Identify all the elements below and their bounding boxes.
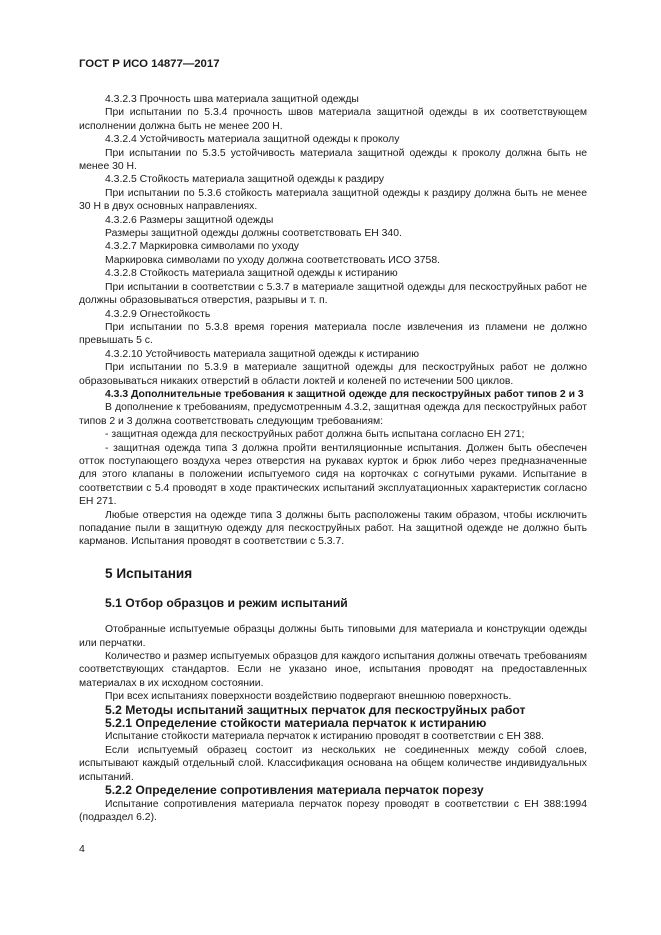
page-number: 4: [79, 843, 85, 855]
paragraph: Любые отверстия на одежде типа 3 должны быть расположены таким образом, чтобы исключить попадание пыли в защитную одежду для пескоструйных работ. На защитной одежде не должно быть карманов. Испытания проводят в соответствии с 5.3.7.: [79, 509, 587, 548]
page-header-title: ГОСТ Р ИСО 14877—2017: [79, 58, 220, 70]
paragraph: При всех испытаниях поверхности воздействию подвергают внешнюю поверхность.: [105, 691, 512, 703]
list-item: - защитная одежда типа 3 должна пройти вентиляционные испытания. Должен быть обеспечен отток поступающего воздуха через отверстия на рукавах курток и брюк либо через предназначенные для этого клапаны в положении испытуемого сидя на корточках с согнутыми руками. Испытание в соответствии с 5.4 проводят в ходе практических испытаний эксплуатационных характеристик согласно ЕН 271.: [79, 442, 587, 508]
subsection-heading: 5.2.1 Определение стойкости материала перчаток к истиранию: [105, 716, 487, 731]
clause-heading: 4.3.2.7 Маркировка символами по уходу: [105, 241, 300, 253]
clause-heading: 4.3.2.4 Устойчивость материала защитной одежды к проколу: [105, 134, 400, 146]
clause-heading: 4.3.2.6 Размеры защитной одежды: [105, 214, 274, 226]
subsection-heading: 5.2.2 Определение сопротивления материала перчаток порезу: [105, 783, 484, 798]
paragraph: Размеры защитной одежды должны соответствовать ЕН 340.: [105, 228, 402, 240]
paragraph: При испытании по 5.3.8 время горения материала после извлечения из пламени не должно превышать 5 с.: [79, 321, 587, 347]
paragraph: Количество и размер испытуемых образцов для каждого испытания должны отвечать требованиям соответствующих стандартов. Если не указано иное, испытания проводят на предоставленных материалах в их исходном состоянии.: [79, 651, 587, 689]
paragraph: Испытание стойкости материала перчаток к истиранию проводят в соответствии с ЕН 388.: [105, 731, 545, 743]
paragraph: При испытании по 5.3.9 в материале защитной одежды для пескоструйных работ не должно образовываться никаких отверстий в области локтей и коленей по истечении 500 циклов.: [79, 362, 587, 387]
clause-heading: 4.3.2.5 Стойкость материала защитной одежды к раздиру: [105, 174, 384, 186]
paragraph: Маркировка символами по уходу должна соответствовать ИСО 3758.: [105, 254, 441, 266]
paragraph: При испытании по 5.3.5 устойчивость материала защитной одежды к проколу должна быть не менее 30 Н.: [79, 147, 587, 173]
clause-heading: 4.3.2.8 Стойкость материала защитной одежды к истиранию: [105, 268, 398, 280]
paragraph: При испытании в соответствии с 5.3.7 в материале защитной одежды для пескоструйных работ не должны образовываться отверстия, разрывы и т. п.: [79, 281, 587, 307]
section-heading: 5 Испытания: [105, 565, 193, 581]
clause-heading: 4.3.2.9 Огнестойкость: [105, 308, 211, 320]
list-item: - защитная одежда для пескоструйных работ должна быть испытана согласно ЕН 271;: [105, 429, 525, 441]
paragraph: При испытании по 5.3.4 прочность швов материала защитной одежды в их соответствующем исполнении должна быть не менее 200 Н.: [79, 107, 587, 132]
page-body: [79, 93, 587, 824]
paragraph: При испытании по 5.3.6 стойкость материала защитной одежды к раздиру должна быть не менее 30 Н в двух основных направлениях.: [79, 187, 587, 213]
paragraph: Отобранные испытуемые образцы должны быть типовыми для материала и конструкции одежды или перчатки.: [79, 624, 587, 649]
clause-heading: 4.3.2.10 Устойчивость материала защитной одежды к истиранию: [105, 348, 420, 360]
clause-heading-bold: 4.3.3 Дополнительные требования к защитной одежде для пескоструйных работ типов 2 и 3: [105, 388, 584, 400]
paragraph: Испытание сопротивления материала перчаток порезу проводят в соответствии с ЕН 388:1994 (подраздел 6.2).: [79, 798, 587, 823]
paragraph: Если испытуемый образец состоит из нескольких не соединенных между собой слоев, испытывают каждый отдельный слой. Классификация основана на общем количестве индивидуальных испытаний.: [79, 744, 587, 783]
subsection-heading: 5.1 Отбор образцов и режим испытаний: [105, 595, 348, 610]
clause-heading: 4.3.2.3 Прочность шва материала защитной одежды: [105, 94, 359, 105]
subsection-heading: 5.2 Методы испытаний защитных перчаток для пескоструйных работ: [105, 702, 526, 717]
paragraph: В дополнение к требованиям, предусмотренным 4.3.2, защитная одежда для пескоструйных работ типов 2 и 3 должна соответствовать следующим требованиям:: [79, 402, 587, 427]
